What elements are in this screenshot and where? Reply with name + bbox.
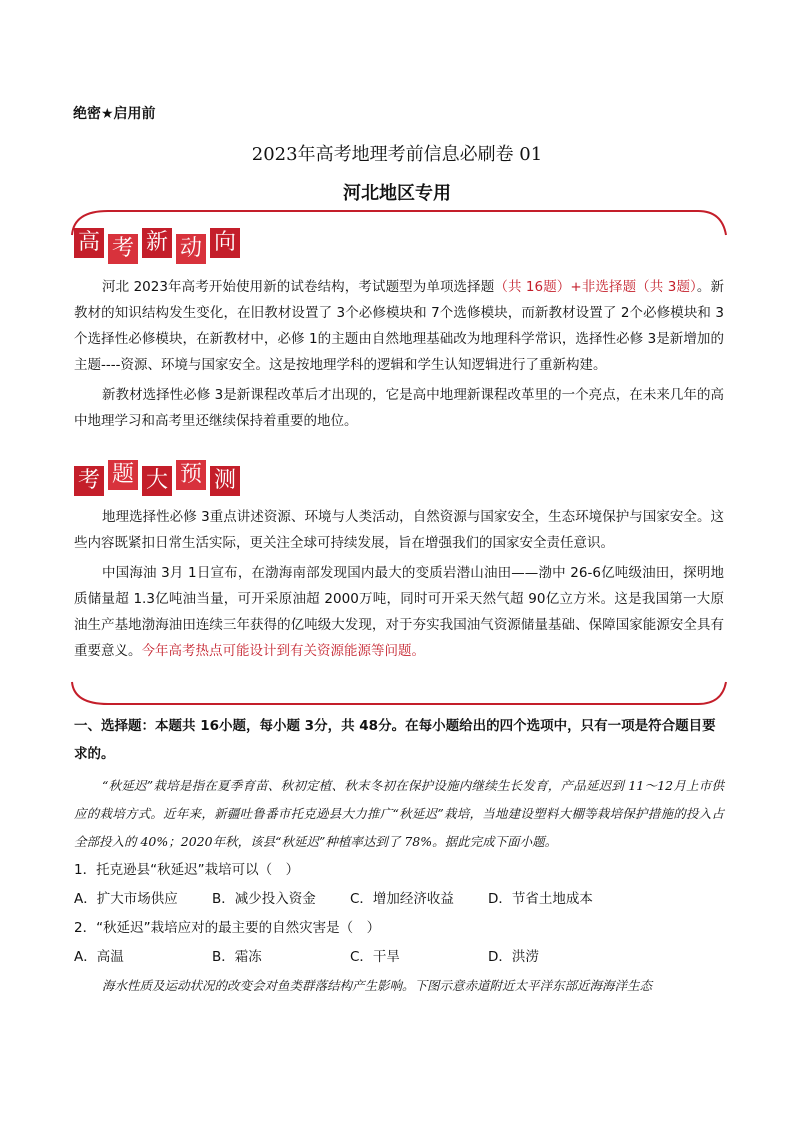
- confidential-label: 绝密★启用前: [73, 106, 156, 122]
- material-text: “秋延迟”栽培是指在夏季育苗、秋初定植、秋末冬初在保护设施内继续生长发育，产品延迟到 11～12月上市供应的栽培方式。近年来，新疆吐鲁番市托克逊县大力推广“秋延迟”栽培，当地建设塑料大棚等栽培保护措施的投入占全部投入的 40%；2020年秋，该县“秋延迟”种植率达到了 78%。据此完成下面小题。: [74, 778, 724, 849]
- page-subtitle: 河北地区专用: [343, 183, 451, 204]
- paragraph: 新教材选择性必修 3是新课程改革后才出现的，它是高中地理新课程改革里的一个亮点，在未来几年的高中地理学习和高考里还继续保持着重要的地位。: [74, 387, 724, 429]
- paragraph: [74, 274, 724, 378]
- banner-char: 考: [74, 466, 104, 496]
- banner-char: 预: [176, 460, 206, 490]
- text: 中国海油 3月 1日宣布，在渤海南部发现国内最大的变质岩潜山油田——渤中 26-6亿吨级油田，探明地质储量超 1.3亿吨油当量，可开采原油超 2000万吨，同时可开采天然气超 90亿立方米。这是我国第一大原油生产基地渤海油田连续三年获得的亿吨级大发现，对于夯实我国油气资源储量基础、保障国家能源安全具有重要意义。: [74, 565, 724, 659]
- page-title: 2023年高考地理考前信息必刷卷 01: [251, 144, 543, 165]
- question-1: 1．托克逊县“秋延迟”栽培可以（ ）: [74, 862, 300, 878]
- section-predictions: [74, 460, 724, 664]
- bottom-border-decoration: [68, 680, 728, 708]
- option: C．增加经济收益: [350, 891, 454, 907]
- question-section: [74, 712, 724, 1000]
- option: B．减少投入资金: [212, 891, 316, 907]
- banner-char: 新: [142, 228, 172, 258]
- banner-char: 考: [108, 234, 138, 264]
- banner-char: 大: [142, 466, 172, 496]
- instructions: 一、选择题：本题共 16小题，每小题 3分，共 48分。在每小题给出的四个选项中，只有一项是符合题目要求的。: [74, 718, 716, 762]
- highlight-text: （共 16题）+非选择题（共 3题）: [494, 279, 697, 295]
- section-new-trends: [74, 228, 724, 434]
- question-2-options: [74, 942, 724, 972]
- paragraph: 地理选择性必修 3重点讲述资源、环境与人类活动，自然资源与国家安全，生态环境保护与国家安全。这些内容既紧扣日常生活实际，更关注全球可持续发展，旨在增强我们的国家安全责任意识。: [74, 509, 724, 551]
- material-text: 海水性质及运动状况的改变会对鱼类群落结构产生影响。下图示意赤道附近太平洋东部近海海洋生态: [102, 978, 653, 993]
- banner-new-trends: [74, 228, 724, 264]
- banner-char: 高: [74, 228, 104, 258]
- banner-char: 测: [210, 466, 240, 496]
- text: 。新教材的知识结构发生变化，在旧教材设置了 3个必修模块和 7个选修模块，而新教材设置了 2个必修模块和 3个选择性必修模块，在新教材中，必修 1的主题由自然地理基础改为地理科学常识，选择性必修 3是新增加的主题----资源、环境与国家安全。这是按地理学科的逻辑和学生认知逻辑进行了重新构建。: [74, 279, 724, 373]
- banner-predictions: [74, 460, 724, 496]
- option: C．干旱: [350, 949, 400, 965]
- option: D．洪涝: [488, 949, 539, 965]
- option: B．霜冻: [212, 949, 262, 965]
- option: A．扩大市场供应: [74, 891, 178, 907]
- text: 河北 2023年高考开始使用新的试卷结构，考试题型为单项选择题: [102, 279, 495, 295]
- highlight-text: 今年高考热点可能设计到有关资源能源等问题。: [141, 643, 425, 659]
- question-2: 2．“秋延迟”栽培应对的最主要的自然灾害是（ ）: [74, 920, 381, 936]
- question-1-options: [74, 884, 724, 914]
- paragraph: [74, 560, 724, 664]
- option: A．高温: [74, 949, 124, 965]
- banner-char: 题: [108, 460, 138, 490]
- banner-char: 向: [210, 228, 240, 258]
- banner-char: 动: [176, 234, 206, 264]
- option: D．节省土地成本: [488, 891, 593, 907]
